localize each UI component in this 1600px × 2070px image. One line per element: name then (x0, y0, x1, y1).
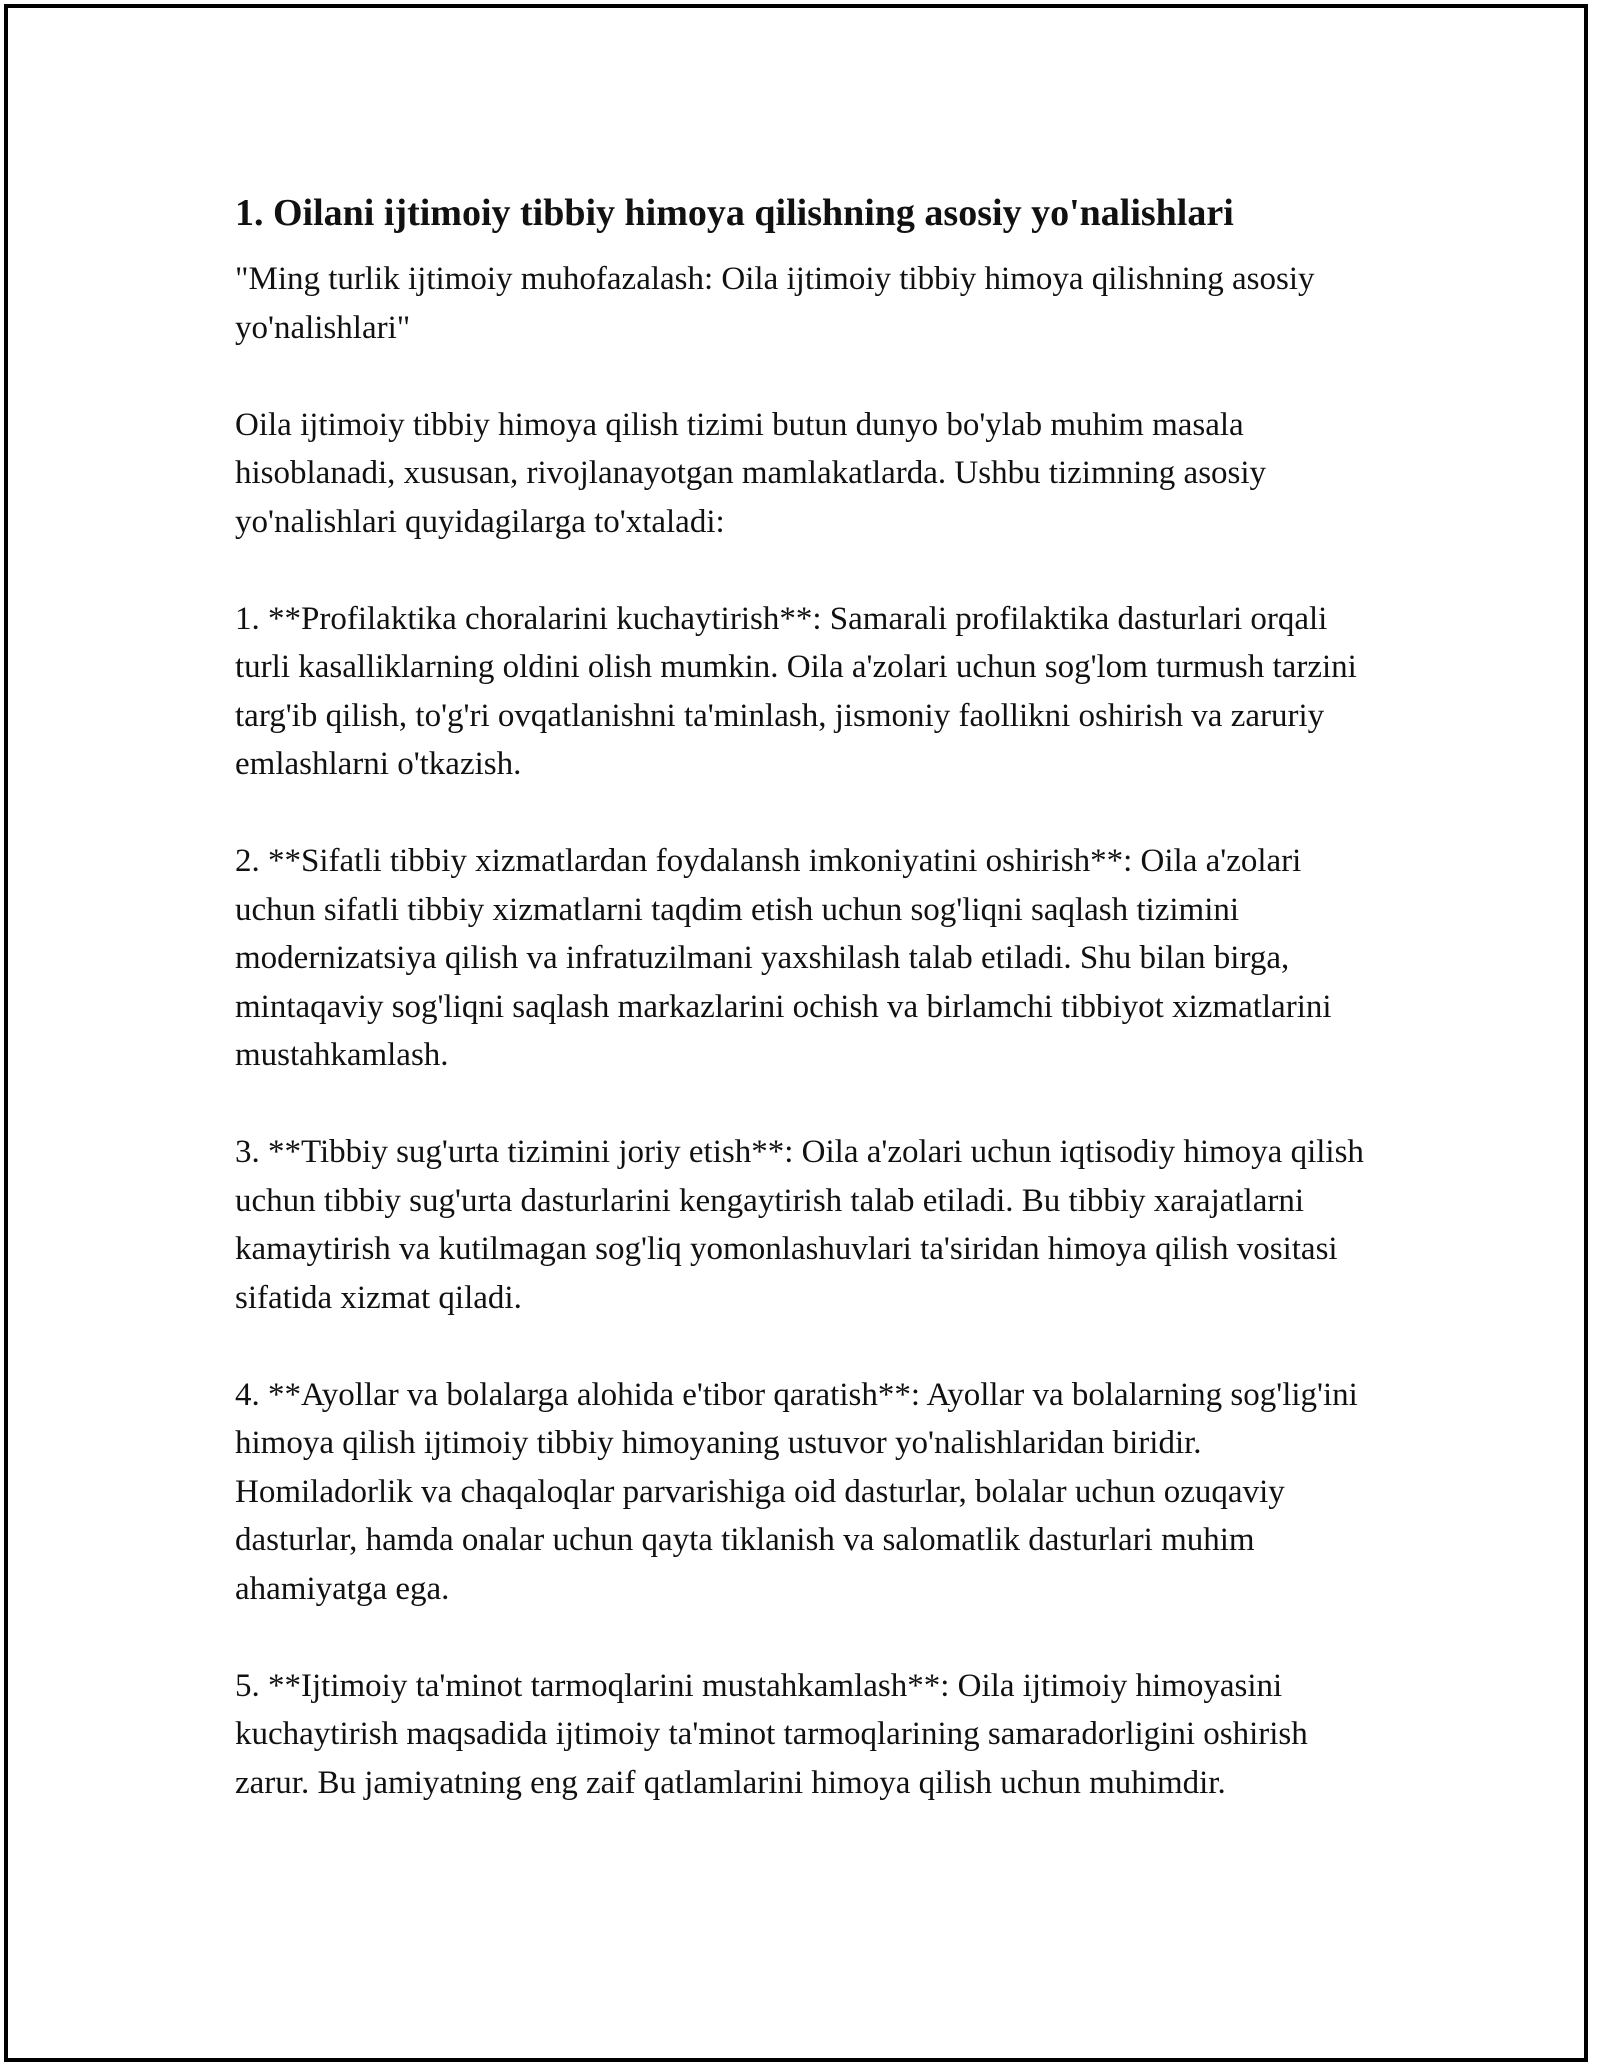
document-heading: 1. Oilani ijtimoiy tibbiy himoya qilishning asosiy yo'nalishlari (235, 192, 1234, 234)
paragraph-gap (235, 1322, 1365, 1371)
paragraph-gap (235, 789, 1365, 838)
paragraph-gap (235, 546, 1365, 595)
document-subtitle: "Ming turlik ijtimoiy muhofazalash: Oila ijtimoiy tibbiy himoya qilishning asosiy yo'nalishlari" (235, 261, 1315, 346)
list-item: 1. **Profilaktika choralarini kuchaytirish**: Samarali profilaktika dasturlari orqali turli kasalliklarning oldini olish mumkin. Oila a'zolari uchun sog'lom turmush tarzini targ'ib qilish, to'g'ri ovqatlanishni ta'minlash, jismoniy faollikni oshirish va zaruriy emlashlarni o'tkazish. (235, 600, 1357, 782)
list-item: 4. **Ayollar va bolalarga alohida e'tibor qaratish**: Ayollar va bolalarning sog'lig'ini himoya qilish ijtimoiy tibbiy himoyaning ustuvor yo'nalishlaridan biridir. Homiladorlik va chaqaloqlar parvarishiga oid dasturlar, bolalar uchun ozuqaviy dasturlar, hamda onalar uchun qayta tiklanish va salomatlik dasturlari muhim ahamiyatga ega. (235, 1376, 1358, 1607)
paragraph-gap (235, 1080, 1365, 1129)
paragraph-gap (235, 352, 1365, 401)
paragraph-gap (235, 1613, 1365, 1662)
list-item: 2. **Sifatli tibbiy xizmatlardan foydalansh imkoniyatini oshirish**: Oila a'zolari uchun sifatli tibbiy xizmatlarni taqdim etish uchun sog'liqni saqlash tizimini modernizatsiya qilish va infratuzilmani yaxshilash talab etiladi. Shu bilan birga, mintaqaviy sog'liqni saqlash markazlarini ochish va birlamchi tibbiyot xizmatlarini mustahkamlash. (235, 843, 1332, 1073)
list-item: 5. **Ijtimoiy ta'minot tarmoqlarini mustahkamlash**: Oila ijtimoiy himoyasini kuchaytirish maqsadida ijtimoiy ta'minot tarmoqlarining samaradorligini oshirish zarur. Bu jamiyatning eng zaif qatlamlarini himoya qilish uchun muhimdir. (235, 1667, 1308, 1801)
intro-paragraph: Oila ijtimoiy tibbiy himoya qilish tizimi butun dunyo bo'ylab muhim masala hisoblanadi, xususan, rivojlanayotgan mamlakatlarda. Ushbu tizimning asosiy yo'nalishlari quyidagilarga to'xtaladi: (235, 406, 1267, 540)
document-page (235, 185, 1365, 1807)
list-item: 3. **Tibbiy sug'urta tizimini joriy etish**: Oila a'zolari uchun iqtisodiy himoya qilish uchun tibbiy sug'urta dasturlarini kengaytirish talab etiladi. Bu tibbiy xarajatlarni kamaytirish va kutilmagan sog'liq yomonlashuvlari ta'siridan himoya qilish vositasi sifatida xizmat qiladi. (235, 1134, 1364, 1316)
